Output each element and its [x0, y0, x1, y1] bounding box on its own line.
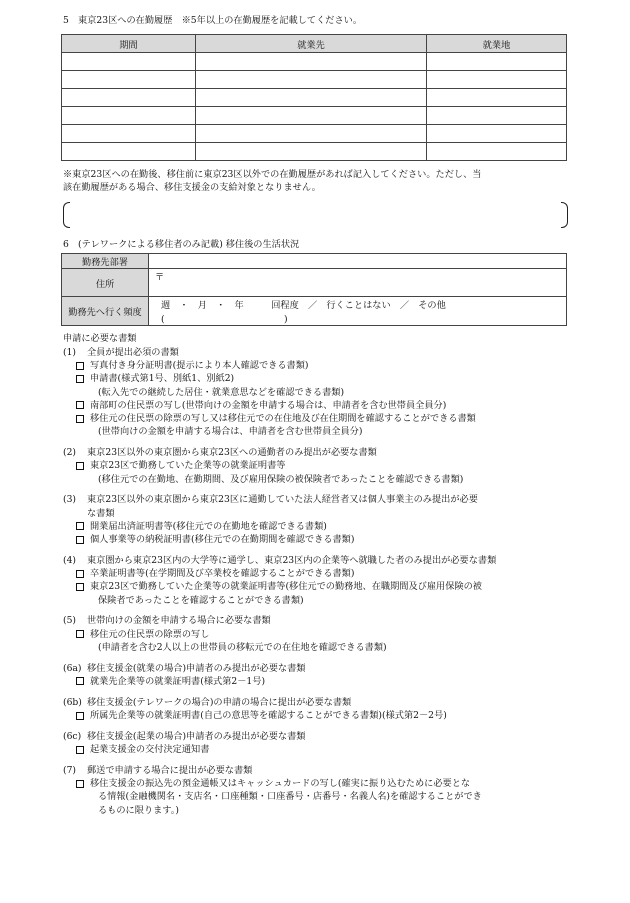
- document-item: [76, 459, 285, 472]
- other-history-input[interactable]: [72, 202, 560, 228]
- document-item-text: 東京23区で勤務していた企業等の就業証明書等: [90, 460, 286, 472]
- checkbox-icon[interactable]: [76, 712, 84, 720]
- checkbox-icon[interactable]: [76, 536, 84, 544]
- category-number: (6a): [63, 662, 82, 674]
- document-item: [76, 533, 354, 546]
- document-item-text: 写真付き身分証明書(提示により本人確認できる書類): [90, 360, 309, 372]
- document-item: [76, 567, 354, 580]
- section5-note-line2: 該在勤履歴がある場合、移住支援金の支給対象となりません。: [63, 182, 321, 193]
- category-text-continued: な書類: [87, 507, 115, 519]
- employer-cell[interactable]: [196, 107, 427, 125]
- category-number: (4): [63, 554, 77, 566]
- header-period: 期間: [62, 35, 196, 53]
- category-number: (3): [63, 494, 77, 506]
- period-cell[interactable]: [62, 53, 196, 71]
- department-label: 勤務先部署: [62, 254, 149, 269]
- document-item-text: 移住元の住民票の除票の写し又は移住元での在住地及び在住期間を確認することができる書類: [90, 413, 476, 424]
- frequency-label: 勤務先へ行く頻度: [62, 297, 149, 326]
- document-category: [63, 446, 377, 459]
- checkbox-icon[interactable]: [76, 401, 84, 409]
- employer-cell[interactable]: [196, 89, 427, 107]
- period-cell[interactable]: [62, 143, 196, 161]
- table-row: [62, 71, 567, 89]
- document-item-text: 個人事業等の納税証明書(移住元での在勤期間を確認できる書類): [90, 534, 355, 545]
- checkbox-icon[interactable]: [76, 583, 84, 591]
- table-row: [62, 125, 567, 143]
- document-item-text: 就業先企業等の就業証明書(様式第2－1号): [90, 675, 266, 687]
- checkbox-icon[interactable]: [76, 415, 84, 423]
- postal-mark: 〒: [155, 272, 165, 283]
- category-text: 全員が提出必須の書類: [87, 347, 179, 358]
- category-text: 世帯向けの金額を申請する場合に必要な書類: [87, 615, 271, 627]
- document-category: [63, 730, 305, 743]
- category-number: (7): [63, 765, 77, 776]
- bracket-right: [561, 202, 568, 228]
- work-history-table: [61, 34, 567, 161]
- category-text: 移住支援金(就業の場合)申請者のみ提出が必要な書類: [87, 662, 306, 674]
- category-number: (5): [63, 615, 77, 627]
- document-category: [63, 493, 478, 506]
- section5-title: 5 東京23区への在勤履歴 ※5年以上の在勤履歴を記載してください。: [63, 15, 363, 26]
- document-item-detail: るものに限ります。): [98, 804, 179, 816]
- document-item-text: 移住元の住民票の除票の写し: [90, 628, 210, 640]
- employer-cell[interactable]: [196, 125, 427, 143]
- document-item-detail: (申請者を含む2人以上の世帯員の移転元での在住地を確認できる書類): [98, 641, 387, 653]
- category-text: 東京23区以外の東京圏から東京23区に通勤していた法人経営者又は個人事業主のみ提出が必要: [87, 494, 478, 506]
- location-cell[interactable]: [427, 53, 567, 71]
- location-cell[interactable]: [427, 89, 567, 107]
- document-item: [76, 399, 446, 412]
- checkbox-icon[interactable]: [76, 522, 84, 530]
- category-number: (6c): [63, 730, 82, 742]
- checkbox-icon[interactable]: [76, 780, 84, 788]
- location-cell[interactable]: [427, 125, 567, 143]
- category-text: 移住支援金(テレワークの場合)の申請の場合に提出が必要な書類: [87, 696, 352, 708]
- document-item: [76, 628, 209, 641]
- category-text: 東京23区以外の東京圏から東京23区への通勤者のみ提出が必要な書類: [87, 447, 377, 459]
- document-category: [63, 554, 496, 567]
- department-field[interactable]: [149, 254, 567, 269]
- period-cell[interactable]: [62, 89, 196, 107]
- checkbox-icon[interactable]: [76, 462, 84, 470]
- documents-heading: 申請に必要な書類: [63, 333, 137, 344]
- category-text: 東京圏から東京23区内の大学等に通学し、東京23区内の企業等へ就職した者のみ提出が必要な書類: [87, 554, 497, 566]
- document-category: [63, 614, 271, 627]
- period-cell[interactable]: [62, 107, 196, 125]
- document-category: [63, 764, 252, 777]
- document-item-detail: る情報(金融機関名・支店名・口座種類・口座番号・店番号・名義人名)を確認することができ: [98, 791, 482, 803]
- document-item: [76, 675, 265, 688]
- table-row: [62, 143, 567, 161]
- frequency-text: 週 ・ 月 ・ 年 回程度 ／ 行くことはない ／ その他( ): [161, 300, 446, 325]
- document-category: [63, 662, 305, 675]
- document-item: [76, 777, 470, 790]
- document-item: [76, 412, 476, 425]
- category-text: 移住支援金(起業の場合)申請者のみ提出が必要な書類: [87, 730, 306, 742]
- category-number: (6b): [63, 696, 82, 708]
- document-item-text: 卒業証明書等(在学期間及び卒業校を確認することができる書類): [90, 568, 355, 580]
- checkbox-icon[interactable]: [76, 570, 84, 578]
- document-item-text: 移住支援金の振込先の預金通帳又はキャッシュカードの写し(確実に振り込むために必要とな: [90, 778, 471, 790]
- location-cell[interactable]: [427, 71, 567, 89]
- period-cell[interactable]: [62, 125, 196, 143]
- document-item-text: 開業届出済証明書等(移住元での在勤地を確認できる書類): [90, 520, 327, 532]
- period-cell[interactable]: [62, 71, 196, 89]
- document-item-detail: (転入先での継続した居住・就業意思などを確認できる書類): [98, 386, 345, 398]
- document-item-text: 東京23区で勤務していた企業等の就業証明書等(移住元での勤務地、在職期間及び雇用保険の被: [90, 581, 482, 593]
- document-item: [76, 709, 447, 722]
- document-item: [76, 520, 327, 533]
- table-row: [62, 53, 567, 71]
- category-number: (2): [63, 447, 77, 459]
- document-item-text: 起業支援金の交付決定通知書: [90, 744, 210, 756]
- bracket-left: [63, 202, 70, 228]
- header-location: 就業地: [427, 35, 567, 53]
- document-item-text: 南部町の住民票の写し(世帯向けの金額を申請する場合は、申請者を含む世帯員全員分): [90, 399, 447, 411]
- document-item: [76, 580, 482, 593]
- checkbox-icon[interactable]: [76, 677, 84, 685]
- document-item-text: 所属先企業等の就業証明書(自己の意思等を確認することができる書類)(様式第2－2号): [90, 710, 447, 721]
- location-cell[interactable]: [427, 107, 567, 125]
- document-item-detail: 保険者であったことを確認することができる書類): [98, 594, 304, 606]
- section5-note-line1: ※東京23区への在勤後、移住前に東京23区以外での在勤履歴があれば記入してください。ただし、当: [63, 169, 482, 180]
- checkbox-icon[interactable]: [76, 375, 84, 383]
- employer-cell[interactable]: [196, 143, 427, 161]
- section6-title: 6 (テレワークによる移住者のみ記載) 移住後の生活状況: [63, 239, 300, 250]
- document-item: [76, 743, 209, 756]
- document-item: [76, 372, 234, 385]
- checkbox-icon[interactable]: [76, 746, 84, 754]
- category-number: (1): [63, 347, 77, 358]
- table-row: [62, 107, 567, 125]
- checkbox-icon[interactable]: [76, 630, 84, 638]
- life-status-table: [61, 253, 567, 326]
- table-row: [62, 89, 567, 107]
- document-category: [63, 696, 351, 709]
- frequency-field[interactable]: [149, 297, 567, 326]
- document-item-detail: (世帯向けの金額を申請する場合は、申請者を含む世帯員全員分): [98, 426, 363, 438]
- category-text: 郵送で申請する場合に提出が必要な書類: [87, 765, 253, 776]
- employer-cell[interactable]: [196, 53, 427, 71]
- header-employer: 就業先: [196, 35, 427, 53]
- location-cell[interactable]: [427, 143, 567, 161]
- document-item-text: 申請書(様式第1号、別紙1、別紙2): [90, 373, 235, 385]
- address-label: 住所: [62, 269, 149, 297]
- document-item: [76, 359, 308, 372]
- document-item-detail: (移住元での在勤地、在勤期間、及び雇用保険の被保険者であったことを確認できる書類): [98, 473, 464, 485]
- document-category: [63, 346, 179, 359]
- checkbox-icon[interactable]: [76, 362, 84, 370]
- employer-cell[interactable]: [196, 71, 427, 89]
- address-field[interactable]: [149, 269, 567, 297]
